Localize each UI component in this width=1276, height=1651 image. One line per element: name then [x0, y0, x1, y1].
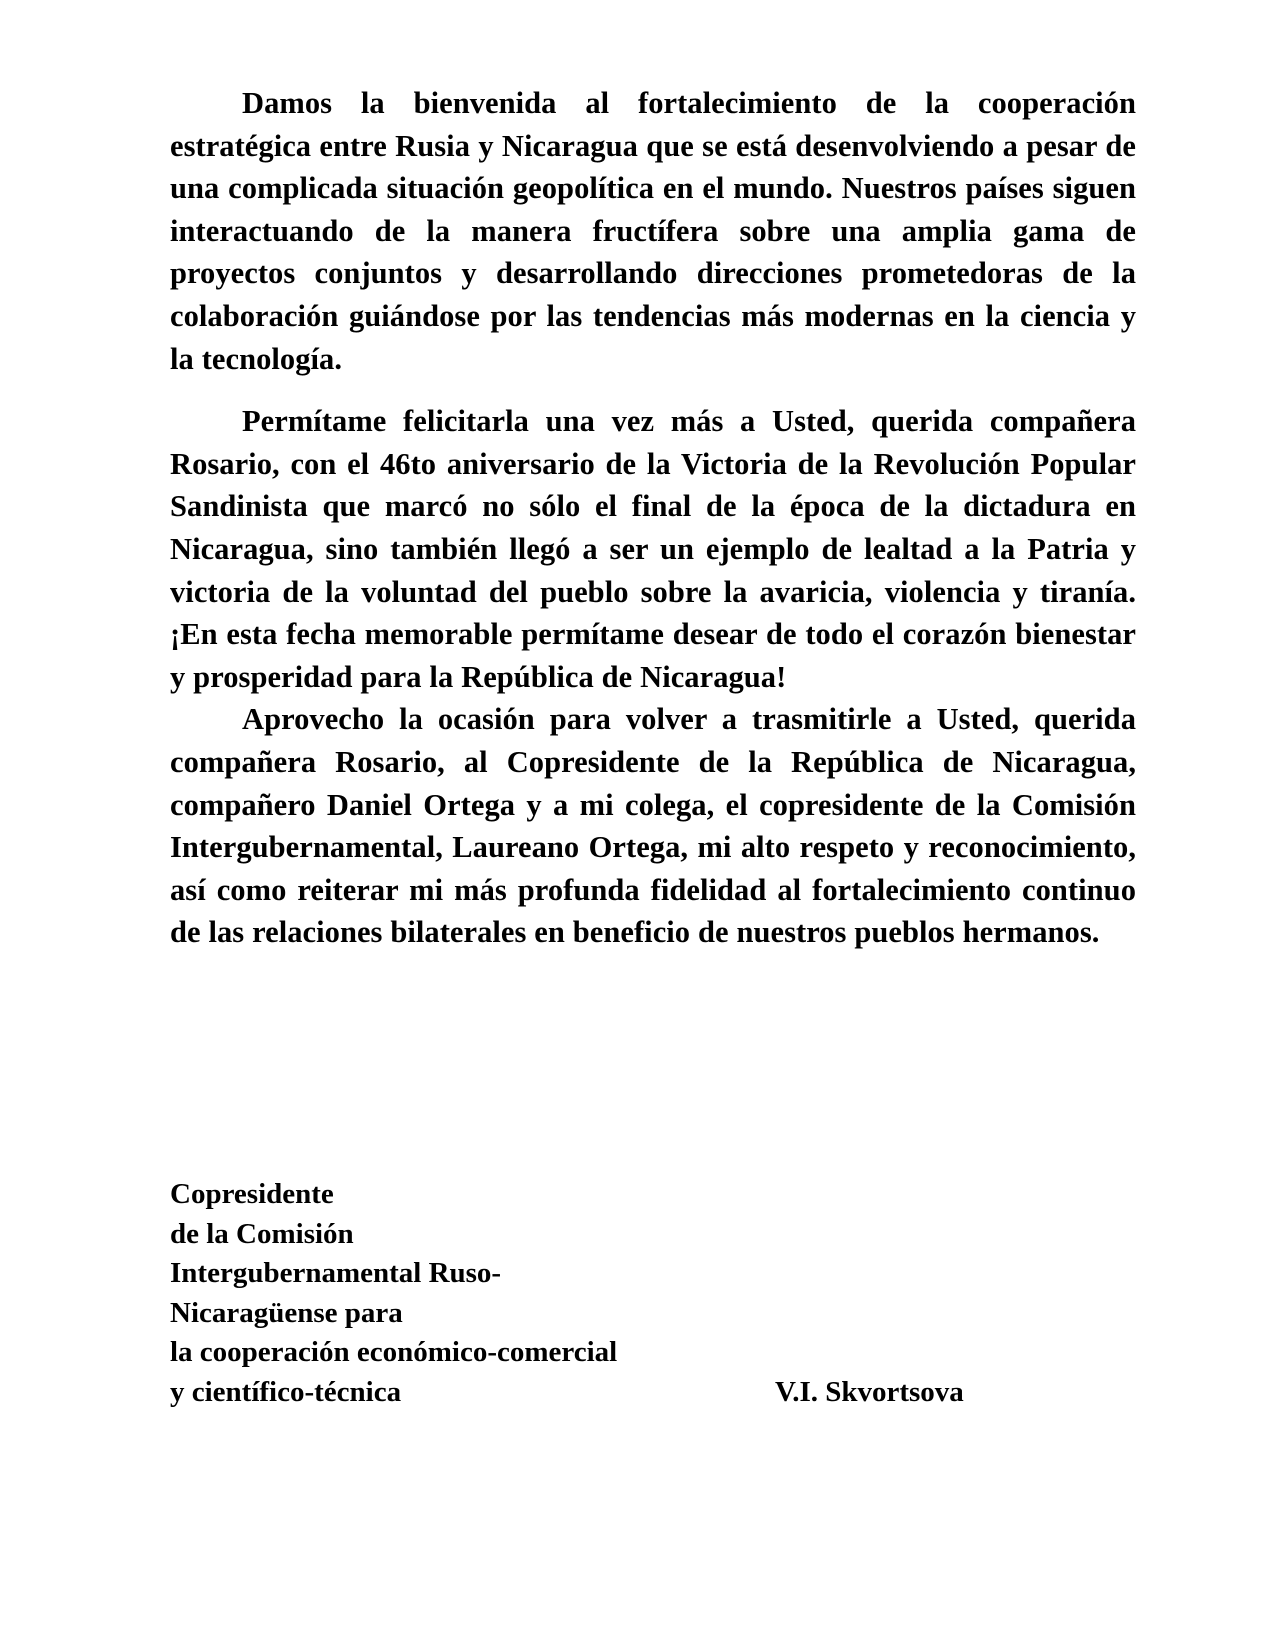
- body-paragraph-1: Damos la bienvenida al fortalecimiento de la cooperación estratégica entre Rusia y Nicaragua que se está desenvolviendo a pesar de una complicada situación geopolítica en el mundo. Nuestros países siguen interactuando de la manera fructífera sobre una amplia gama de proyectos conjuntos y desarrollando direcciones prometedoras de la colaboración guiándose por las tendencias más modernas en la ciencia y la tecnología.: [170, 86, 1136, 376]
- signature-line-commission: de la Comisión: [170, 1217, 354, 1250]
- signature-block: [170, 1175, 1136, 1412]
- signature-line-scientific-technical-row: [170, 1373, 1136, 1413]
- letter-body: [170, 82, 1136, 954]
- signature-line-nicaraguan: Nicaragüense para: [170, 1296, 403, 1329]
- signature-line-economic-commercial: la cooperación económico-comercial: [170, 1336, 618, 1368]
- signature-line-scientific-technical: y científico-técnica: [170, 1375, 402, 1408]
- signer-name: V.I. Skvortsova: [775, 1375, 964, 1408]
- signature-line-intergovernmental: Intergubernamental Ruso-: [170, 1257, 502, 1289]
- signature-line-title: Copresidente: [170, 1178, 334, 1210]
- body-paragraph-3: Aprovecho la ocasión para volver a trasmitirle a Usted, querida compañera Rosario, al Copresidente de la República de Nicaragua, compañero Daniel Ortega y a mi colega, el copresidente de la Comisión Intergubernamental, Laureano Ortega, mi alto respeto y reconocimiento, así como reiterar mi más profunda fidelidad al fortalecimiento continuo de las relaciones bilaterales en beneficio de nuestros pueblos hermanos.: [170, 702, 1136, 950]
- body-paragraph-2: Permítame felicitarla una vez más a Usted, querida compañera Rosario, con el 46to aniversario de la Victoria de la Revolución Popular Sandinista que marcó no sólo el final de la época de la dictadura en Nicaragua, sino también llegó a ser un ejemplo de lealtad a la Patria y victoria de la voluntad del pueblo sobre la avaricia, violencia y tiranía. ¡En esta fecha memorable permítame desear de todo el corazón bienestar y prosperidad para la República de Nicaragua!: [170, 404, 1136, 694]
